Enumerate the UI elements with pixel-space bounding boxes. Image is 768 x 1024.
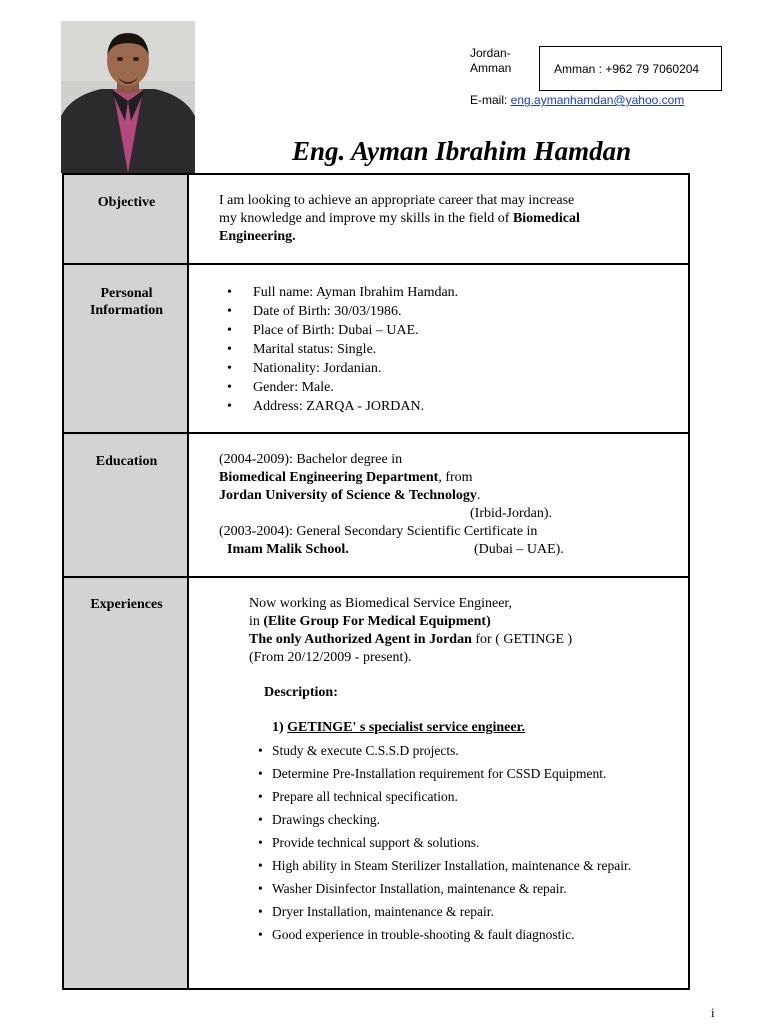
objective-line: I am looking to achieve an appropriate career that may increase [219, 193, 575, 208]
experience-text-pre: in [249, 614, 264, 629]
duty-item: • Prepare all technical specification. [272, 785, 631, 808]
description-label: Description: [264, 685, 338, 700]
candidate-name: Eng. Ayman Ibrahim Hamdan [292, 136, 632, 166]
phone-number: Amman : +962 79 7060204 [539, 46, 722, 91]
personal-info-value: : ZARQA - JORDAN. [298, 399, 425, 414]
duty-item: • Good experience in trouble-shooting & fault diagnostic. [272, 923, 631, 946]
education-text-rest: . [476, 488, 481, 503]
education-bold: Imam Malik School. [227, 542, 349, 557]
personal-info-value: : Single. [329, 342, 377, 357]
personal-info-value: : 30/03/1986. [326, 304, 402, 319]
experience-line [249, 613, 572, 631]
education-line: (Irbid-Jordan). [470, 506, 553, 521]
profile-photo [61, 21, 195, 173]
duty-item: • Dryer Installation, maintenance & repair. [272, 900, 631, 923]
divider [64, 576, 688, 578]
objective-text [219, 192, 580, 246]
objective-line [219, 210, 580, 228]
personal-info-value: : Jordanian. [316, 361, 382, 376]
duty-item: • Washer Disinfector Installation, maintenance & repair. [272, 877, 631, 900]
duty-item: • Determine Pre-Installation requirement for CSSD Equipment. [272, 762, 631, 785]
email-link[interactable]: eng.aymanhamdan@yahoo.com [510, 93, 685, 107]
education-text-rest: , from [438, 470, 473, 485]
duties-list [272, 739, 631, 946]
personal-info-value: : Male. [294, 380, 334, 395]
education-text [219, 451, 564, 559]
education-line: (2004-2009): Bachelor degree in [219, 452, 403, 467]
duty-item: • Study & execute C.S.S.D projects. [272, 739, 631, 762]
personal-info-key: Nationality [253, 361, 316, 376]
experience-bold: The only Authorized Agent in Jordan [249, 632, 472, 647]
objective-line [219, 228, 580, 246]
section-label-personal [64, 285, 189, 319]
label-line: Personal [100, 286, 153, 301]
experience-text-rest: for ( GETINGE ) [471, 632, 573, 647]
personal-info-item [253, 397, 458, 416]
personal-info-value: : Ayman Ibrahim Hamdan. [309, 285, 459, 300]
personal-info-key: Gender [253, 380, 295, 395]
education-location: (Dubai – UAE). [474, 542, 564, 557]
section-label-experiences: Experiences [90, 597, 163, 612]
education-line [219, 487, 564, 505]
personal-info-key: Place of Birth [253, 323, 331, 338]
profile-photo-image [61, 21, 195, 173]
contact-city: Jordan-Amman [470, 46, 512, 75]
personal-info-value: : Dubai – UAE. [330, 323, 419, 338]
personal-info-item [253, 283, 458, 302]
education-line [219, 469, 564, 487]
section-label-objective: Objective [97, 195, 156, 210]
personal-info-key: Address [253, 399, 299, 414]
role-number: 1) [272, 720, 288, 735]
divider [64, 263, 688, 265]
duty-item: • Provide technical support & solutions. [272, 831, 631, 854]
personal-info-key: Full name [253, 285, 310, 300]
personal-info-item [253, 378, 458, 397]
objective-bold: Engineering. [219, 229, 296, 244]
experience-text [249, 595, 572, 667]
education-bold: Jordan University of Science & Technology [219, 488, 477, 503]
label-line: Information [89, 303, 164, 318]
personal-info-item [253, 302, 458, 321]
role-title-text: GETINGE' s specialist service engineer. [287, 720, 526, 735]
personal-info-key: Date of Birth [253, 304, 327, 319]
personal-info-item [253, 340, 458, 359]
personal-info-item [253, 321, 458, 340]
objective-line-text: my knowledge and improve my skills in the field of [219, 211, 513, 226]
divider [64, 432, 688, 434]
personal-info-key: Marital status [253, 342, 330, 357]
education-bold: Biomedical Engineering Department [219, 470, 439, 485]
experience-line [249, 631, 572, 649]
education-line [219, 541, 564, 559]
experience-line: Now working as Biomedical Service Engineer, [249, 596, 513, 611]
personal-info-list [253, 283, 458, 416]
education-line: (2003-2004): General Secondary Scientific Certificate in [219, 524, 538, 539]
experience-line: (From 20/12/2009 - present). [249, 650, 412, 665]
cv-table [62, 173, 690, 990]
role-title [272, 719, 525, 737]
objective-bold: Biomedical [512, 211, 580, 226]
personal-info-item [253, 359, 458, 378]
duty-item: • High ability in Steam Sterilizer Installation, maintenance & repair. [272, 854, 631, 877]
experience-bold: (Elite Group For Medical Equipment) [263, 614, 491, 629]
section-label-education: Education [95, 454, 158, 469]
page-number: i [711, 1005, 715, 1020]
email-label: E-mail: [470, 93, 511, 107]
email-line [470, 93, 684, 107]
duty-item: • Drawings checking. [272, 808, 631, 831]
